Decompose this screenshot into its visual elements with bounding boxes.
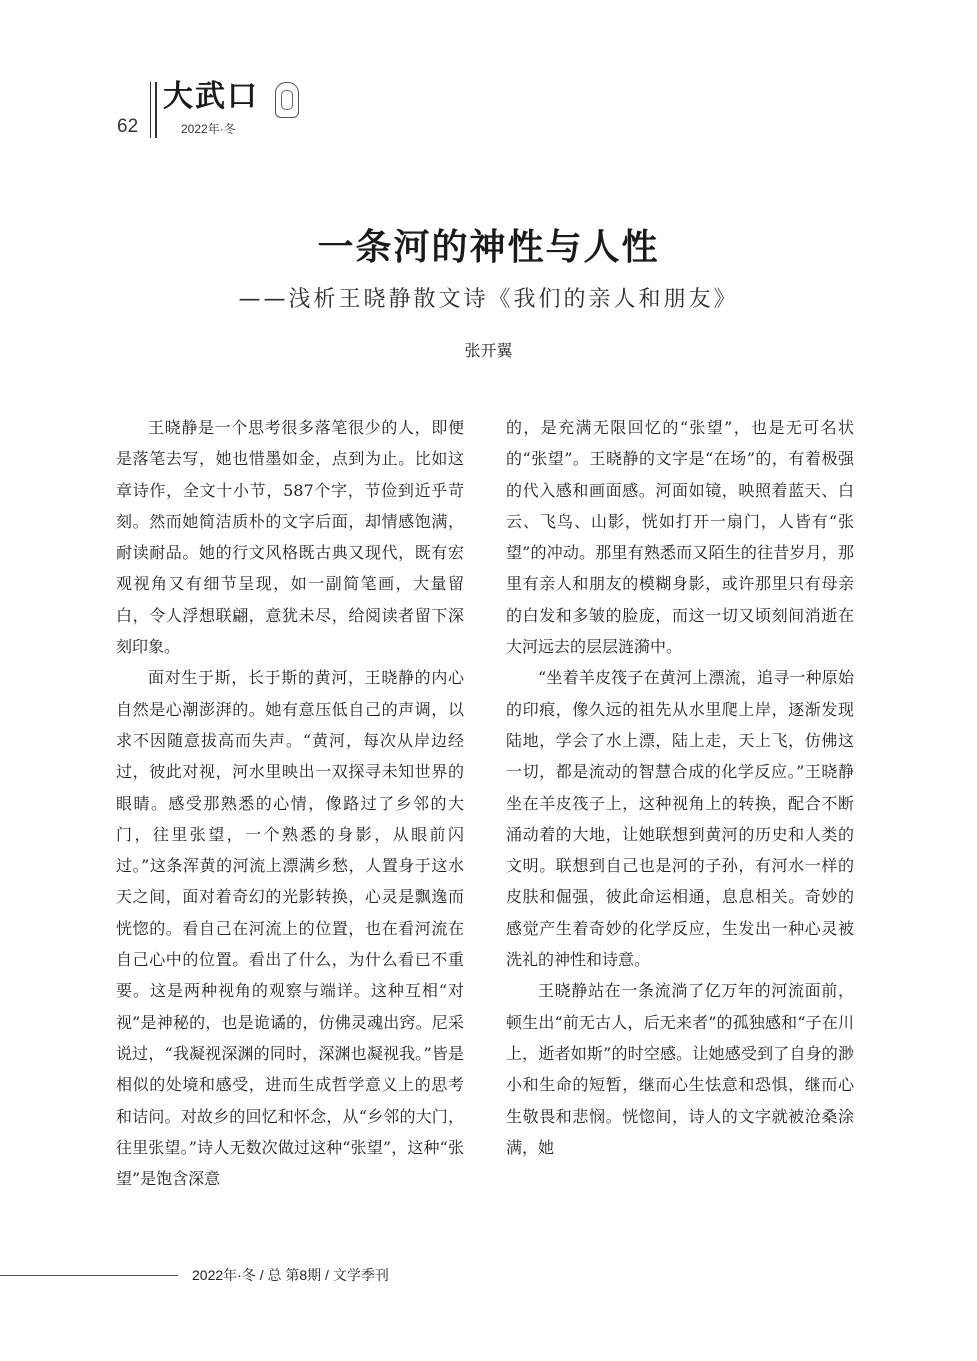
paragraph: 王晓静是一个思考很多落笔很少的人，即便是落笔去写，她也惜墨如金，点到为止。比如这章诗作，全文十小节，587个字，节俭到近乎苛刻。然而她简洁质朴的文字后面，却情感饱满，耐读耐品。她的行文风格既古典又现代，既有宏观视角又有细节呈现，如一副简笔画，大量留白，令人浮想联翩，意犹未尽，给阅读者留下深刻印象。 xyxy=(116,418,464,657)
paragraph-continued: 的，是充满无限回忆的“张望”，也是无可名状的“张望”。王晓静的文字是“在场”的，有着极强的代入感和画面感。河面如镜，映照着蓝天、白云、飞鸟、山影，恍如打开一扇门，人皆有“张望”的冲动。那里有熟悉而又陌生的往昔岁月，那里有亲人和朋友的模糊身影，或许那里只有母亲的白发和多皱的脸庞，而这一切又顷刻间消逝在大河远去的层层涟漪中。 xyxy=(506,418,854,657)
left-column xyxy=(116,412,464,1194)
paragraph: “坐着羊皮筏子在黄河上漂流，追寻一种原始的印痕，像久远的祖先从水里爬上岸，逐渐发现陆地，学会了水上漂，陆上走，天上飞，仿佛这一切，都是流动的智慧合成的化学反应。”王晓静坐在羊皮筏子上，这种视角上的转换，配合不断涌动着的大地，让她联想到黄河的历史和人类的文明。联想到自己也是河的子孙，有河水一样的皮肤和倔强，彼此命运相通，息息相关。奇妙的感觉产生着奇妙的化学反应，生发出一种心灵被洗礼的神性和诗意。 xyxy=(506,668,854,970)
header-divider-thick xyxy=(155,82,157,138)
footer-text: 2022年·冬 / 总 第8期 / 文学季刊 xyxy=(192,1267,389,1283)
paragraph: 面对生于斯，长于斯的黄河，王晓静的内心自然是心潮澎湃的。她有意压低自己的声调，以求不因随意拔高而失声。“黄河，每次从岸边经过，彼此对视，河水里映出一双探寻未知世界的眼睛。感受那熟悉的心情，像路过了乡邻的大门，往里张望，一个熟悉的身影，从眼前闪过。”这条浑黄的河流上漂满乡愁，人置身于这水天之间，面对着奇幻的光影转换，心灵是飘逸而恍惚的。看自己在河流上的位置，也在看河流在自己心中的位置。看出了什么，为什么看已不重要。这是两种视角的观察与端详。这种互相“对视”是神秘的，也是诡谲的，仿佛灵魂出窍。尼采说过，“我凝视深渊的同时，深渊也凝视我。”皆是相似的处境和感受，进而生成哲学意义上的思考和诘问。对故乡的回忆和怀念，从“乡邻的大门，往里张望。”诗人无数次做过这种“张望”，这种“张望”是饱含深意 xyxy=(116,668,464,1189)
page-header xyxy=(117,78,317,148)
header-divider xyxy=(150,82,151,138)
paragraph: 王晓静站在一条流淌了亿万年的河流面前，顿生出“前无古人，后无来者”的孤独感和“子在川上，逝者如斯”的时空感。让她感受到了自身的渺小和生命的短暂，继而心生怯意和恐惧，继而心生敬畏和悲悯。恍惚间，诗人的文字就被沧桑涂满，她 xyxy=(506,981,854,1157)
footer-rule xyxy=(0,1275,178,1276)
article-author: 张开翼 xyxy=(464,341,513,360)
right-column xyxy=(506,412,854,1163)
page-number: 62 xyxy=(117,116,139,137)
magazine-logo: 大武口 xyxy=(163,79,259,114)
article-subtitle: ——浅析王晓静散文诗《我们的亲人和朋友》 xyxy=(238,287,739,312)
article-title: 一条河的神性与人性 xyxy=(317,226,660,268)
issue-label: 2022年·冬 xyxy=(181,122,236,136)
seal-icon xyxy=(275,82,299,118)
